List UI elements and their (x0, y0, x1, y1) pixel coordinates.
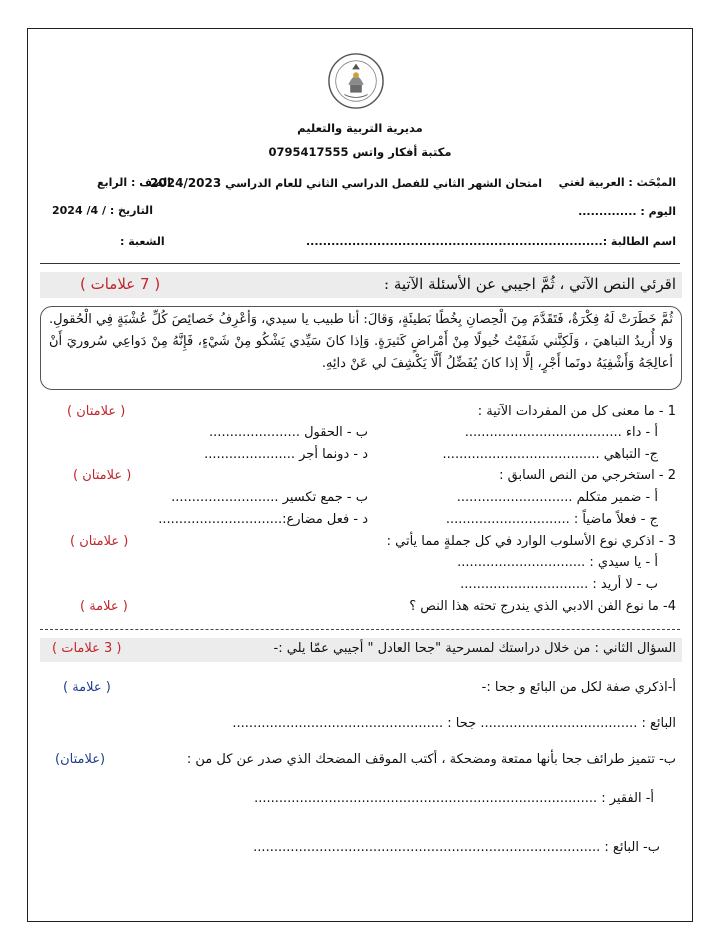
library-line: مكتبة أفكار واتس 0795417555 (268, 145, 452, 159)
answer-seller[interactable]: ب- البائع : .................................................................................... (253, 840, 660, 855)
q2-part-a-marks: ( علامة ) (63, 680, 111, 695)
q1-item-1: 1 - ما معنى كل من المفردات الآتية : (477, 404, 676, 419)
answer-d-dunama[interactable]: د - دونما أجر ...................... (204, 447, 368, 462)
student-name-field: اسم الطالبة :....................................................................... (306, 235, 676, 248)
answer-past-verb[interactable]: ج - فعلاً ماضياً : .............................. (445, 512, 658, 527)
answer-la-oreed[interactable]: ب - لا أريد : ............................... (460, 577, 658, 592)
header-divider (40, 263, 680, 264)
q1-item-2: 2 - استخرجي من النص السابق : (499, 468, 676, 483)
q1-title: اقرئي النص الآتي ، ثُمَّ اجيبي عن الأسئلة الآتية : (384, 275, 676, 293)
section-field: الشعبة : (120, 235, 165, 248)
q2-title: السؤال الثاني : من خلال دراستك لمسرحية "جحا العادل " أجيبي عمّا يلي :- (273, 641, 676, 656)
q1-item-2-marks: ( علامتان ) (73, 468, 132, 483)
grade-field: الصف : الرابع (97, 176, 172, 189)
answer-ya-sayyidi[interactable]: أ - يا سيدي : ............................... (457, 555, 658, 570)
answer-present-verb[interactable]: د - فعل مضارع:.............................. (158, 512, 368, 527)
answer-c-tabahi[interactable]: ج- التباهي ...................................... (442, 447, 658, 462)
q1-answer-line[interactable] (40, 629, 680, 630)
q2-part-a: أ-اذكري صفة لكل من البائع و جحا :- (481, 680, 676, 695)
q1-item-1-marks: ( علامتان ) (67, 404, 126, 419)
reading-passage-box (40, 306, 682, 390)
answer-broken-plural[interactable]: ب - جمع تكسير .......................... (171, 490, 368, 505)
exam-title (150, 176, 542, 190)
answer-seller-juha-traits[interactable]: البائع : ...................................... جحا : ................................................... (232, 716, 676, 731)
directorate-title: مديرية التربية والتعليم (297, 121, 423, 135)
exam-text: امتحان الشهر الثاني للفصل الدراسي الثاني للعام الدراسي (225, 177, 542, 190)
date-field: التاريخ : / 4/ 2024 (52, 204, 153, 217)
q1-item-3-marks: ( علامتان ) (70, 534, 129, 549)
answer-a-daa[interactable]: أ - داء ...................................... (464, 425, 658, 440)
q1-item-4-marks: ( علامة ) (80, 599, 128, 614)
q1-item-4: 4- ما نوع الفن الادبي الذي يندرج تحته هذا النص ؟ (409, 599, 676, 614)
reading-passage: ثُمَّ خَطَرَتْ لَهُ فِكْرَةٌ، فَتَقَدَّمَ مِنَ الْحِصانِ بِخُطًا بَطيئَةٍ، وَقالَ: أنا طبيب يا سيدي، وَأعْرِفُ خَصائِصَ كُلِّ عُشْبَةٍ فِي الْحُقولِ. وَلا أُريدُ التباهيَ ، وَلَكِنَّني شَفَيْتُ خُيولًا مِنْ أَمْراضٍ كَثيرَةٍ. وَإذا كانَ سَيِّدي يَشْكُو مِنْ شَيْءٍ، فَإِنَّهُ مِنْ دَواعِي سُروريَ أَنْ أعالِجَهُ وَأَشْفِيَهُ دونَما أَجْرٍ، إلَّا إذا كانَ يُفَضِّلُ أَلَّا يَكْشِفَ لي عَنْ دائِهِ. (49, 312, 673, 371)
q1-marks: ( 7 علامات ) (80, 275, 161, 293)
q2-part-b-marks: (علامتان) (55, 752, 106, 767)
q1-item-3: 3 - اذكري نوع الأسلوب الوارد في كل جملةٍ مما يأتي : (386, 534, 676, 549)
answer-b-hoqool[interactable]: ب - الحقول ...................... (209, 425, 368, 440)
q2-marks: ( 3 علامات ) (52, 641, 122, 656)
exam-year: 2024/2023 (150, 176, 222, 190)
ministry-seal-icon (327, 52, 385, 110)
q2-part-b: ب- تتميز طرائف جحا بأنها ممتعة ومضحكة ، أكتب الموقف المضحك الذي صدر عن كل من : (186, 752, 676, 767)
subject-field: المبْحَث : العربية لغتي (558, 176, 676, 189)
answer-poor-man[interactable]: أ- الفقير : ................................................................................... (254, 791, 654, 806)
day-field: اليوم : .............. (578, 205, 676, 218)
answer-first-person-pronoun[interactable]: أ - ضمير متكلم ............................ (456, 490, 658, 505)
